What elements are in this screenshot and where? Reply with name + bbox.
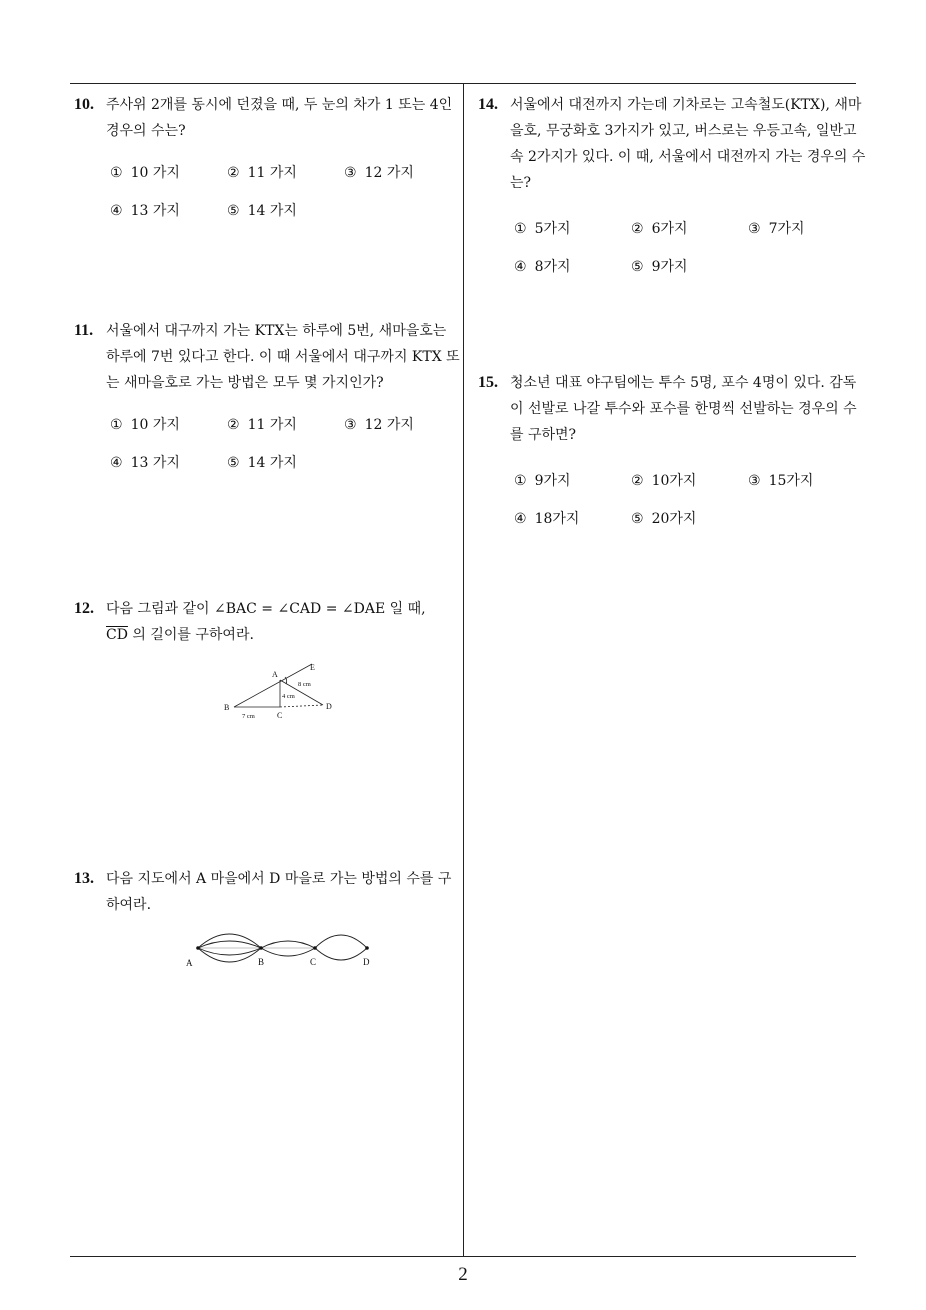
choice-1[interactable]: ① 10 가지 (110, 417, 180, 433)
road-cd-1 (315, 935, 367, 948)
choice-5[interactable]: ⑤ 14 가지 (227, 455, 297, 471)
question-text: 다음 그림과 같이 ∠BAC = ∠CAD = ∠DAE 일 때, $\overline{CD}$ 의 길이를 구하여라. (106, 601, 426, 643)
road-bc-1 (261, 941, 315, 948)
choice-2[interactable]: ② 11 가지 (227, 165, 297, 181)
village-a-dot (196, 946, 200, 950)
question-text: 다음 지도에서 A 마을에서 D 마을로 가는 방법의 수를 구하여라. (106, 871, 452, 913)
choice-4[interactable]: ④ 13 가지 (110, 455, 180, 471)
label-c: C (310, 957, 317, 967)
answer-choices (72, 154, 462, 230)
label-a: A (272, 670, 278, 679)
choice-2[interactable]: ② 10가지 (631, 473, 697, 489)
question-stem (72, 92, 462, 144)
column-divider (463, 83, 464, 1256)
question-14 (476, 92, 866, 286)
question-number: 11. (74, 322, 94, 339)
question-number: 13. (74, 870, 94, 887)
segment-cd: $\overline{CD}$ (106, 627, 128, 643)
question-stem (476, 370, 866, 448)
question-15 (476, 370, 866, 538)
label-b: B (224, 703, 230, 712)
question-11 (72, 318, 462, 482)
choice-3[interactable]: ③ 12 가지 (344, 165, 414, 181)
label-c: C (277, 711, 283, 720)
question-10 (72, 92, 462, 230)
question-12 (72, 596, 462, 648)
road-ab-3 (198, 948, 261, 955)
road-bc-2 (261, 948, 315, 956)
choice-5[interactable]: ⑤ 9가지 (631, 259, 688, 275)
choice-3[interactable]: ③ 12 가지 (344, 417, 414, 433)
question-text: 서울에서 대구까지 가는 KTX는 하루에 5번, 새마을호는 하루에 7번 있다고 한다. 이 때 서울에서 대구까지 KTX 또는 새마을호로 가는 방법은 모두 몇 가지인가? (106, 323, 460, 391)
choice-5[interactable]: ⑤ 14 가지 (227, 203, 297, 219)
choice-1[interactable]: ① 5가지 (514, 221, 571, 237)
question-text: 청소년 대표 야구팀에는 투수 5명, 포수 4명이 있다. 감독이 선발로 나갈 투수와 포수를 한명씩 선발하는 경우의 수를 구하면? (510, 375, 857, 443)
choice-3[interactable]: ③ 7가지 (748, 221, 805, 237)
choice-3[interactable]: ③ 15가지 (748, 473, 814, 489)
question-number: 10. (74, 96, 94, 113)
question-stem (72, 866, 462, 918)
label-len-ad: 8 cm (298, 681, 311, 688)
choice-4[interactable]: ④ 18가지 (514, 511, 580, 527)
choice-4[interactable]: ④ 13 가지 (110, 203, 180, 219)
question-number: 15. (478, 374, 498, 391)
choice-4[interactable]: ④ 8가지 (514, 259, 571, 275)
choice-1[interactable]: ① 10 가지 (110, 165, 180, 181)
question-number: 12. (74, 600, 94, 617)
village-c-dot (313, 946, 317, 950)
segment-cd (280, 705, 323, 707)
choice-5[interactable]: ⑤ 20가지 (631, 511, 697, 527)
label-d: D (363, 957, 370, 967)
choice-2[interactable]: ② 11 가지 (227, 417, 297, 433)
choice-2[interactable]: ② 6가지 (631, 221, 688, 237)
page-number: 2 (458, 1264, 468, 1285)
label-len-bc: 7 cm (242, 713, 255, 720)
village-b-dot (259, 946, 263, 950)
answer-choices (476, 462, 866, 538)
triangle-angle-figure (220, 660, 340, 724)
choice-1[interactable]: ① 9가지 (514, 473, 571, 489)
label-a: A (186, 958, 193, 968)
answer-choices (476, 210, 866, 286)
label-d: D (326, 702, 332, 711)
question-stem (72, 318, 462, 396)
label-len-ac: 4 cm (282, 693, 295, 700)
question-text: 서울에서 대전까지 가는데 기차로는 고속철도(KTX), 새마을호, 무궁화호 3가지가 있고, 버스로는 우등고속, 일반고속 2가지가 있다. 이 때, 서울에서 대전까지 가는 경우의 수는? (510, 97, 866, 191)
label-e: E (310, 663, 315, 672)
village-d-dot (365, 946, 369, 950)
bottom-rule (70, 1256, 856, 1257)
road-cd-2 (315, 948, 367, 960)
road-ab-2 (198, 941, 261, 948)
answer-choices (72, 406, 462, 482)
question-13 (72, 866, 462, 918)
label-b: B (258, 957, 265, 967)
question-number: 14. (478, 96, 498, 113)
question-stem (72, 596, 462, 648)
question-stem (476, 92, 866, 196)
village-road-map (184, 928, 384, 972)
question-text: 주사위 2개를 동시에 던졌을 때, 두 눈의 차가 1 또는 4인 경우의 수는? (106, 97, 453, 139)
